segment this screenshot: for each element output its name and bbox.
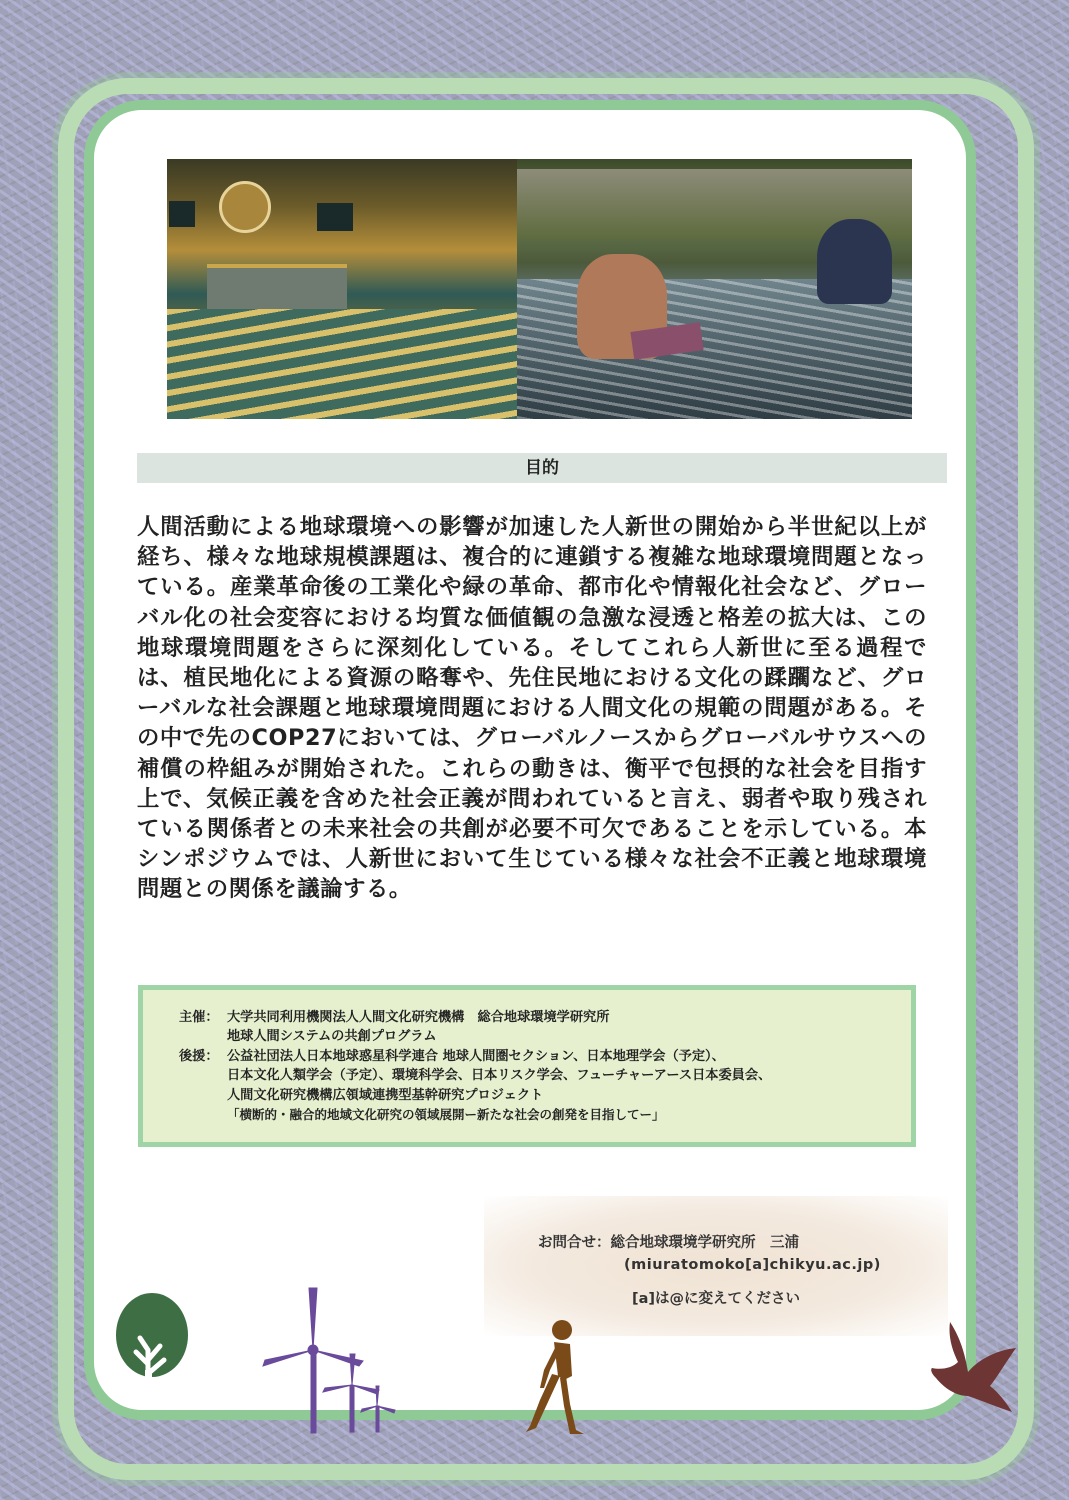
tree-icon — [112, 1290, 192, 1398]
un-assembly-photo — [167, 159, 527, 419]
host-label: 主催： — [179, 1010, 219, 1025]
support-line: 人間文化研究機構広領域連携型基幹研究プロジェクト — [227, 1087, 544, 1103]
contact-name: お問合せ：総合地球環境学研究所 三浦 — [538, 1235, 799, 1251]
header-photos — [167, 159, 912, 419]
support-label: 後援： — [179, 1048, 219, 1064]
contact-box — [484, 1196, 948, 1336]
support-row — [179, 1047, 911, 1125]
contact-note: [a]は@に変えてください — [632, 1291, 801, 1307]
project-title: 「横断的・融合的地域文化研究の領域展開ー新たな社会の創発を目指してー」 — [227, 1107, 665, 1123]
screen-left — [169, 201, 195, 227]
host-line: 大学共同利用機関法人人間文化研究機構 総合地球環境学研究所 — [227, 1010, 610, 1025]
support-line: 公益社団法人日本地球惑星科学連合 地球人間圏セクション、日本地理学会（予定）、 — [227, 1048, 725, 1064]
purpose-text: 人間活動による地球環境への影響が加速した人新世の開始から半世紀以上が経ち、様々な地球規模課題は、複合的に連鎖する複雑な地球環境問題となっている。産業革命後の工業化や緑の革命、都市化や情報化社会など、グローバル化の社会変容における均質な価値観の急激な浸透と格差の拡大は、この地球環境問題をさらに深刻化している。そしてこれら人新世に至る過程では、植民地化による資源の略奪や、先住民地における文化の蹂躙など、グローバルな社会課題と地球環境問題における人間文化の規範の問題がある。その中で先のCOP27においては、グローバルノースからグローバルサウスへの補償の枠組みが開始された。これらの動きは、衡平で包摂的な社会を目指す上で、気候正義を含めた社会正義が問われていると言え、弱者や取り残されている関係者との未来社会の共創が必要不可欠であることを示している。本シンポジウムでは、人新世において生じている様々な社会不正義と地球環境問題との関係を議論する。 — [137, 514, 927, 903]
podium — [207, 264, 347, 313]
un-emblem — [219, 181, 271, 233]
host-row — [179, 1008, 911, 1047]
bathing-woman — [817, 219, 892, 304]
windmill-icon — [255, 1286, 405, 1436]
host-line: 地球人間システムの共創プログラム — [227, 1029, 437, 1045]
dove-icon — [928, 1318, 1020, 1416]
bathing-ritual-photo — [517, 159, 912, 419]
walking-human-icon — [518, 1318, 590, 1436]
contact-email: (miuratomoko[a]chikyu.ac.jp) — [624, 1257, 881, 1273]
screen-right — [317, 203, 353, 231]
organizers-box — [138, 985, 916, 1147]
seating-rows — [167, 309, 527, 419]
support-line: 日本文化人類学会（予定）、環境科学会、日本リスク学会、フューチャーアース日本委員会、 — [227, 1068, 772, 1084]
section-title: 目的 — [137, 453, 947, 483]
